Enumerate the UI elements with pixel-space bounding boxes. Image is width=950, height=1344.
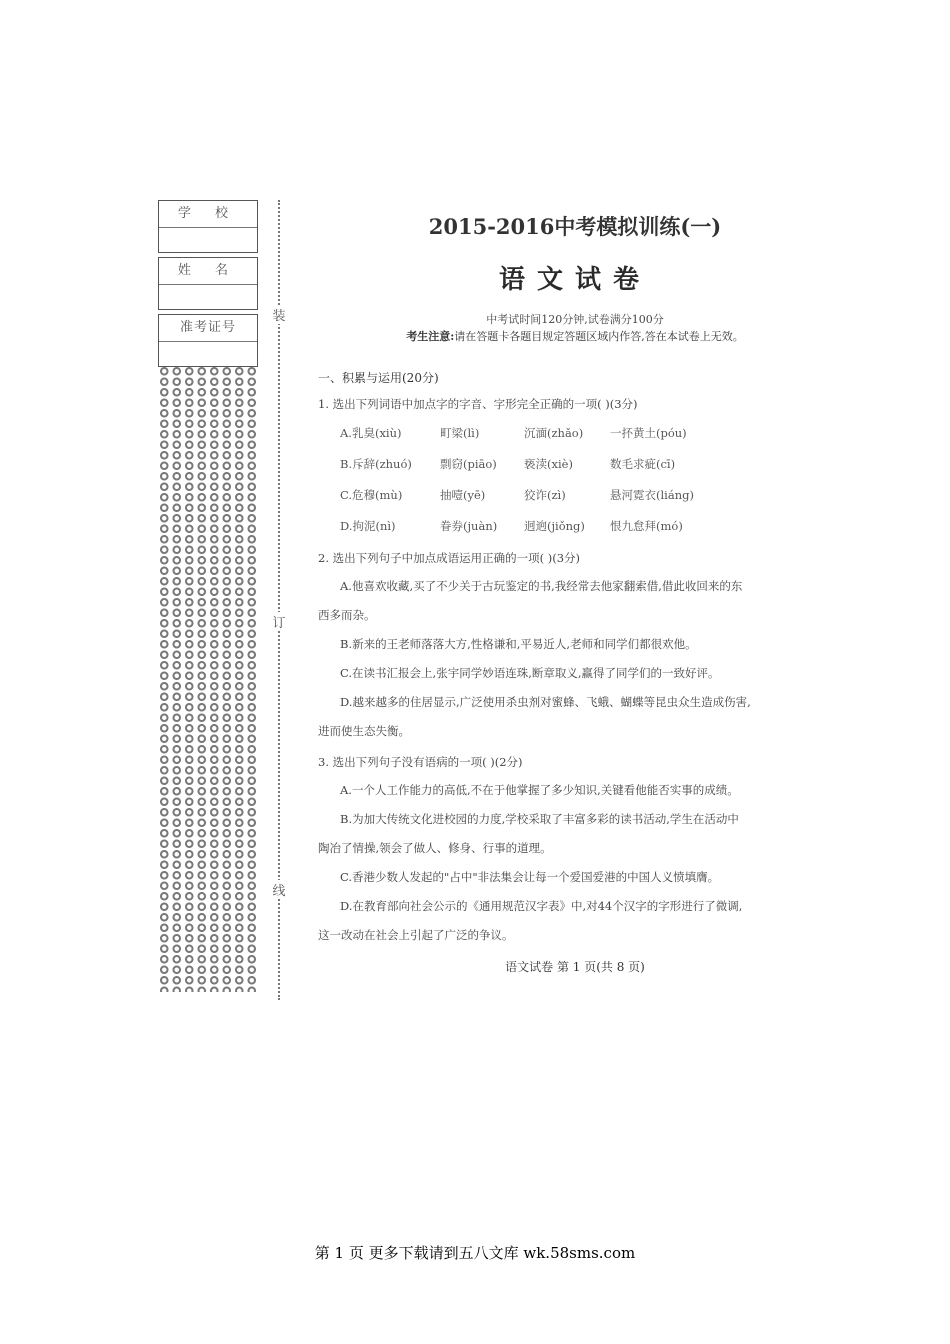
question-2-choice-d-cont: 进而使生态失衡。 (318, 724, 410, 738)
exam-id-label: 准考证号 (159, 315, 257, 342)
option-cell: C.危穆(mù) (340, 488, 403, 502)
exam-title: 2015-2016中考模拟训练(一) (428, 214, 722, 239)
question-2-choice-c: C.在读书汇报会上,张宇同学妙语连珠,断章取义,赢得了同学们的一致好评。 (340, 666, 720, 680)
question-2-stem: 2. 选出下列句子中加点成语运用正确的一项( )(3分) (318, 551, 581, 565)
paper-content (318, 210, 832, 978)
subject-title: 语文试卷 (498, 265, 651, 295)
name-field[interactable] (159, 285, 257, 309)
question-2-choice-d: D.越来越多的住居显示,广泛使用杀虫剂对蜜蜂、飞蛾、蝴蝶等昆虫众生造成伤害, (340, 695, 751, 709)
school-label: 学 校 (159, 201, 257, 228)
option-row-a (340, 418, 832, 449)
school-field[interactable] (159, 228, 257, 252)
option-cell: 恨九怠拜(mó) (610, 519, 683, 533)
option-cell: 狡诈(zì) (524, 488, 566, 502)
option-row-c (340, 480, 832, 511)
download-footer: 第 1 页 更多下载请到五八文库 wk.58sms.com (314, 1244, 636, 1262)
question-3-choice-a: A.一个人工作能力的高低,不在于他掌握了多少知识,关键看他能否实事的成绩。 (340, 783, 739, 797)
option-cell: 眷券(juàn) (440, 519, 498, 533)
option-cell: B.斥辞(zhuó) (340, 457, 412, 471)
notice-label: 考生注意: (406, 330, 455, 343)
question-3-stem: 3. 选出下列句子没有语病的一项( )(2分) (318, 755, 523, 769)
option-cell: 数毛求疵(cī) (610, 457, 676, 471)
exam-id-field[interactable] (159, 342, 257, 366)
school-box (158, 200, 258, 253)
option-cell: 沉湎(zhǎo) (524, 426, 584, 440)
question-2-choice-b: B.新来的王老师落落大方,性格谦和,平易近人,老师和同学们都很欢他。 (340, 637, 697, 651)
option-row-d (340, 511, 832, 542)
option-cell: 迥逈(jiǒng) (524, 519, 585, 533)
notice (318, 328, 832, 346)
binding-strip (158, 200, 260, 1000)
name-label: 姓 名 (159, 258, 257, 285)
option-cell: A.乳臭(xiù) (340, 426, 402, 440)
bind-char-zhuang: 装 (271, 305, 287, 324)
question-3-choice-b: B.为加大传统文化进校园的力度,学校采取了丰富多彩的读书活动,学生在活动中 (340, 812, 739, 826)
page-number: 语文试卷 第 1 页(共 8 页) (505, 960, 645, 974)
option-cell: 剽窃(piāo) (440, 457, 497, 471)
option-cell: 亵渎(xiè) (524, 457, 573, 471)
question-1-options (340, 418, 832, 542)
bind-char-ding: 订 (271, 612, 287, 631)
bind-char-xian: 线 (271, 880, 287, 899)
question-2-choice-a: A.他喜欢收藏,买了不少关于古玩鉴定的书,我经常去他家翻索借,借此收回来的东 (340, 579, 743, 593)
option-cell: 町梁(lì) (440, 426, 480, 440)
exam-id-box (158, 314, 258, 367)
notice-text: 请在答题卡各题目规定答题区域内作答,答在本试卷上无效。 (454, 330, 744, 343)
option-cell: 一抔黄土(póu) (610, 426, 687, 440)
question-3-choice-d-cont: 这一改动在社会上引起了广泛的争议。 (318, 928, 514, 942)
option-cell: 悬河霓衣(liáng) (610, 488, 694, 502)
section-title: 一、积累与运用(20分) (318, 371, 439, 385)
option-cell: 抽噎(yē) (440, 488, 486, 502)
question-3-choice-d: D.在教育部向社会公示的《通用规范汉字表》中,对44个汉字的字形进行了微调, (340, 899, 743, 913)
seal-pattern (158, 366, 258, 992)
question-1-stem: 1. 选出下列词语中加点字的字音、字形完全正确的一项( )(3分) (318, 397, 638, 411)
question-3-choice-c: C.香港少数人发起的"占中"非法集会让每一个爱国爱港的中国人义愤填膺。 (340, 870, 720, 884)
exam-info: 中考试时间120分钟,试卷满分100分 (486, 313, 664, 326)
question-2-choice-a-cont: 西多而杂。 (318, 608, 376, 622)
name-box (158, 257, 258, 310)
option-cell: D.拘泥(nì) (340, 519, 396, 533)
question-3-choice-b-cont: 陶冶了情操,领会了做人、修身、行事的道理。 (318, 841, 552, 855)
option-row-b (340, 449, 832, 480)
